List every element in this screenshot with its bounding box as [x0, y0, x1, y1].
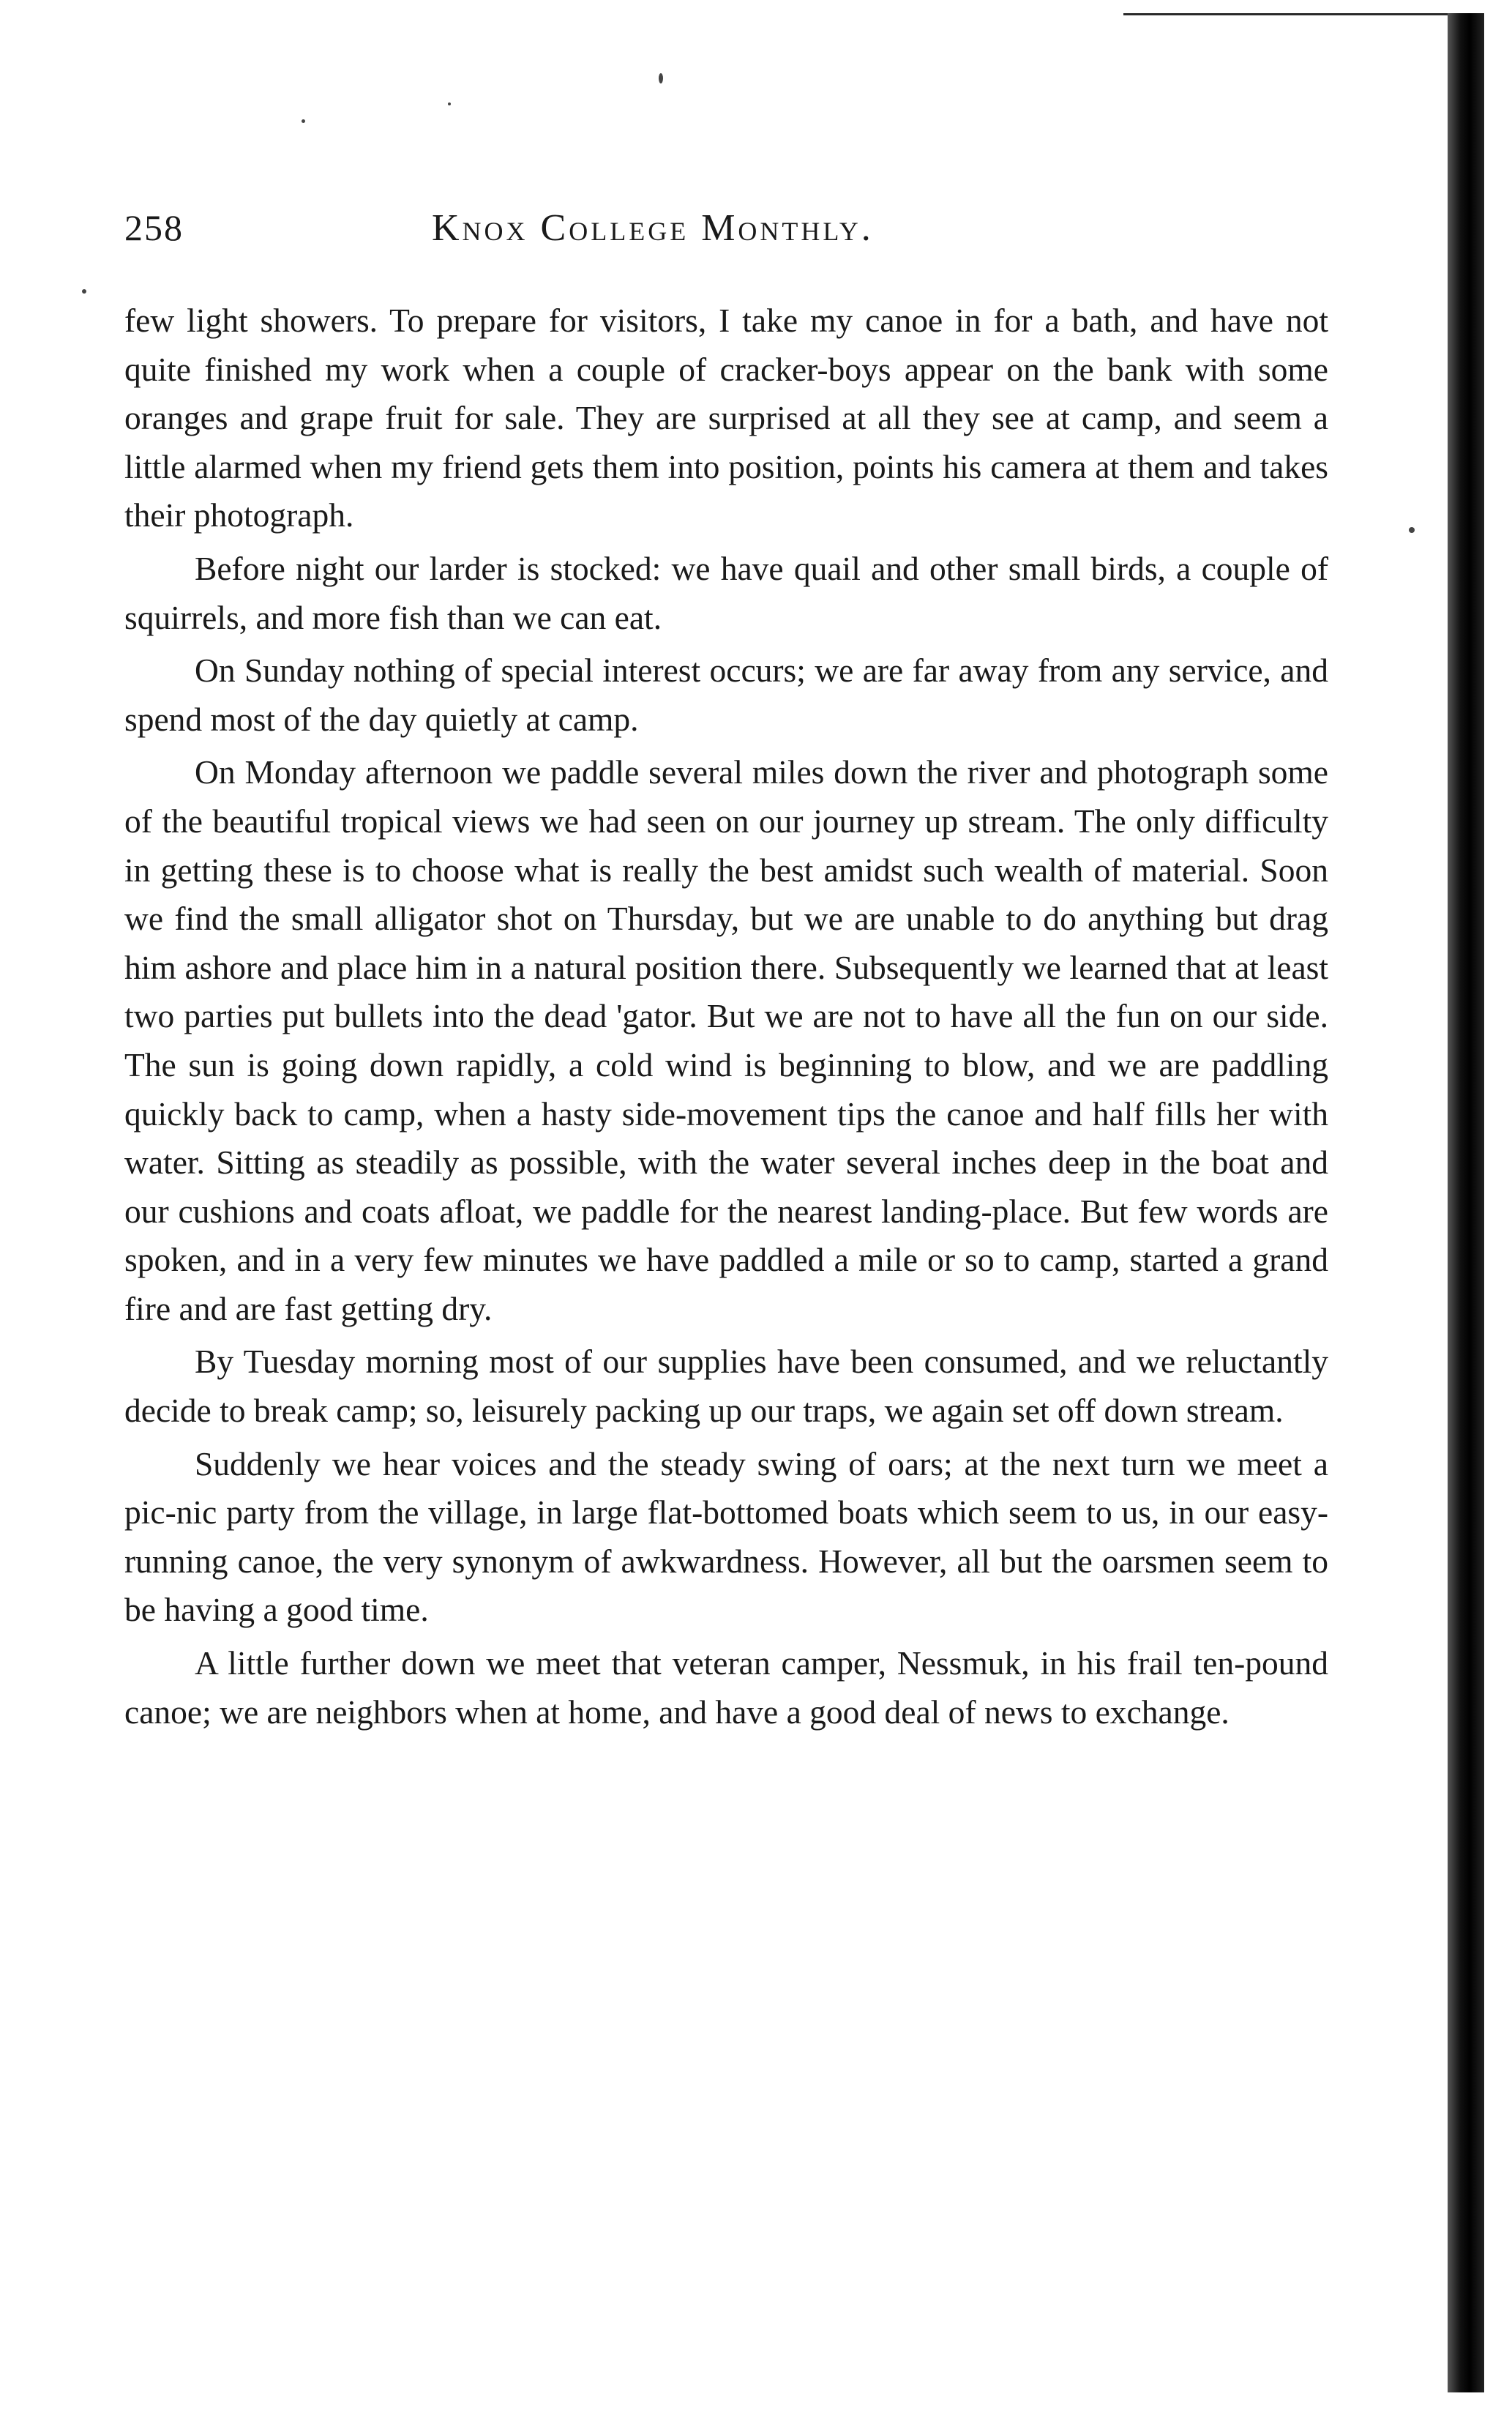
running-head: Knox College Monthly. — [432, 207, 874, 249]
scan-speck — [448, 102, 451, 105]
paragraph: few light showers. To prepare for visitors, I take my canoe in for a bath, and have not quite finished my work when a couple of cracker-boys appear on the bank with some oranges and grape fruit for sale. They are surprised at all they see at camp, and seem a little alarmed when my friend gets them into position, points his camera at them and takes their photograph. — [124, 302, 1328, 534]
paragraph: Suddenly we hear voices and the steady swing of oars; at the next turn we meet a pic-nic party from the village, in large flat-bottomed boats which seem to us, in our easy-running canoe, the very synonym of awkwardness. However, all but the oarsmen seem to be having a good time. — [124, 1444, 1328, 1629]
body-text — [124, 296, 1328, 1741]
scan-speck — [302, 119, 305, 123]
scan-speck — [82, 289, 86, 294]
page-header — [124, 206, 1354, 265]
scan-speck — [1409, 527, 1415, 533]
page-edge-top — [1123, 13, 1460, 15]
page-edge-right — [1448, 13, 1484, 2392]
paragraph: By Tuesday morning most of our supplies have been consumed, and we reluctantly decide to break camp; so, leisurely packing up our traps, we again set off down stream. — [124, 1343, 1328, 1430]
paragraph: Before night our larder is stocked: we have quail and other small birds, a couple of squirrels, and more fish than we can eat. — [124, 549, 1328, 636]
scan-speck — [659, 73, 663, 83]
paragraph: On Sunday nothing of special interest occurs; we are far away from any service, and spend most of the day quietly at camp. — [124, 652, 1328, 738]
page-number: 258 — [124, 207, 184, 248]
paragraph: A little further down we meet that veteran camper, Nessmuk, in his frail ten-pound canoe; we are neighbors when at home, and have a good deal of news to exchange. — [124, 1644, 1328, 1731]
paragraph: On Monday afternoon we paddle several miles down the river and photograph some of the beautiful tropical views we had seen on our journey up stream. The only difficulty in getting these is to choose what is really the best amidst such wealth of material. Soon we find the small alligator shot on Thursday, but we are unable to do anything but drag him ashore and place him in a natural position there. Subsequently we learned that at least two parties put bullets into the dead 'gator. But we are not to have all the fun on our side. The sun is going down rapidly, a cold wind is beginning to blow, and we are paddling quickly back to camp, when a hasty side-movement tips the canoe and half fills her with water. Sitting as steadily as possible, with the water several inches deep in the boat and our cushions and coats afloat, we paddle for the nearest landing-place. But few words are spoken, and in a very few minutes we have paddled a mile or so to camp, started a grand fire and are fast getting dry. — [124, 753, 1328, 1327]
